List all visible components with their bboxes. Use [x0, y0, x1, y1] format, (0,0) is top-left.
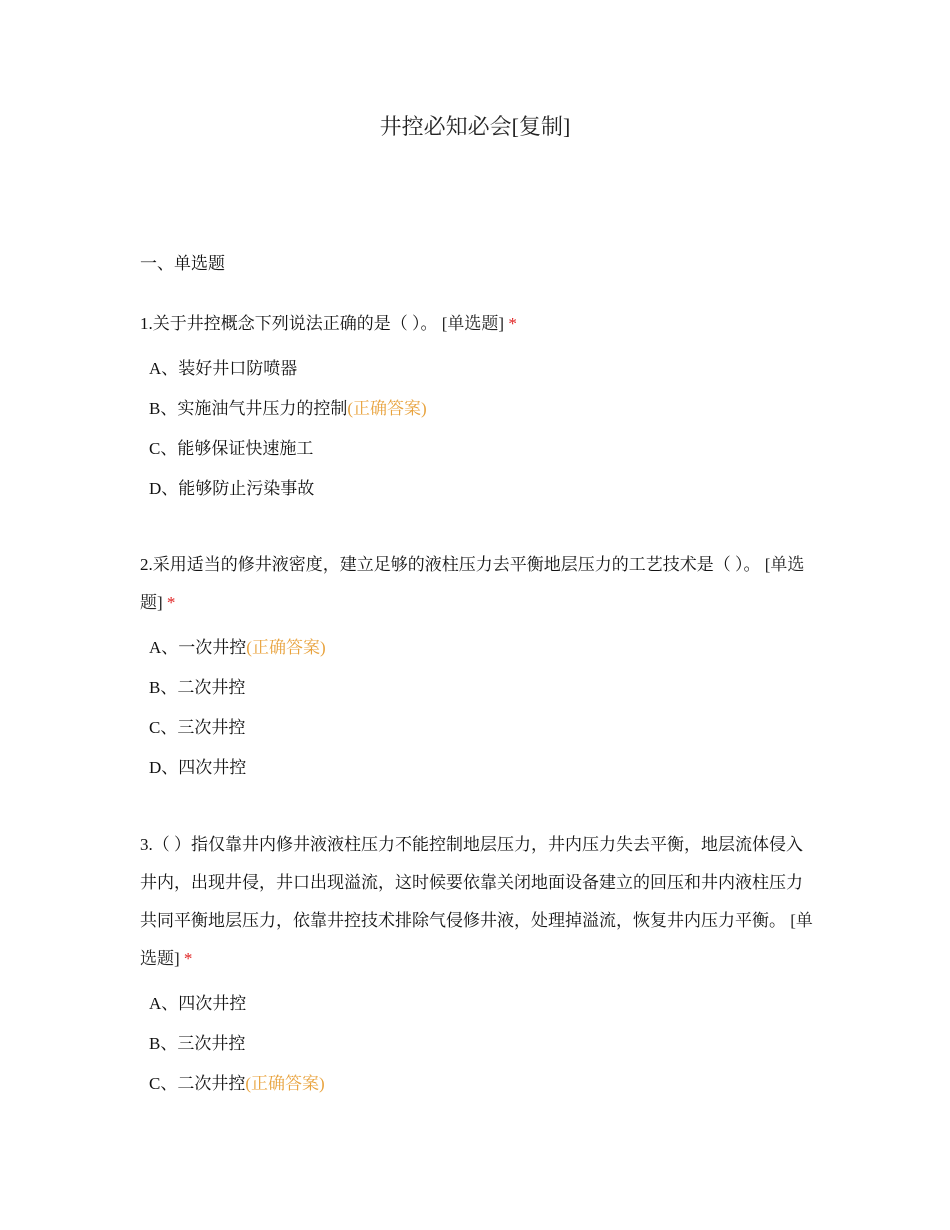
question-type-label: [单选题] [441, 314, 505, 333]
question-type-label: [单选题] [140, 911, 813, 968]
option-text: 能够保证快速施工 [177, 439, 314, 458]
question-number: 1. [140, 314, 153, 333]
option-a [140, 349, 815, 389]
option-text: 一次井控 [178, 638, 247, 657]
option-b [140, 1024, 815, 1064]
option-label: A、 [149, 359, 179, 378]
option-text: 四次井控 [178, 758, 247, 777]
option-text: 三次井控 [177, 718, 246, 737]
option-label: D、 [149, 479, 179, 498]
option-c [140, 429, 815, 469]
question-stem [140, 305, 815, 343]
question-2 [140, 546, 815, 788]
option-label: B、 [149, 678, 178, 697]
option-b [140, 389, 815, 429]
option-label: B、 [149, 1034, 178, 1053]
option-b [140, 668, 815, 708]
option-d [140, 469, 815, 509]
required-mark: * [166, 593, 176, 612]
question-3 [140, 826, 815, 1104]
correct-answer-tag: (正确答案) [246, 638, 326, 657]
question-number: 3. [140, 835, 153, 854]
option-label: A、 [149, 994, 179, 1013]
question-1 [140, 305, 815, 509]
option-text: 能够防止污染事故 [178, 479, 315, 498]
option-c [140, 708, 815, 748]
question-stem [140, 826, 815, 978]
question-number: 2. [140, 555, 153, 574]
correct-answer-tag: (正确答案) [245, 1074, 325, 1093]
option-label: C、 [149, 1074, 178, 1093]
option-label: B、 [149, 399, 178, 418]
option-text: 实施油气井压力的控制 [177, 399, 348, 418]
option-label: C、 [149, 718, 178, 737]
option-text: 二次井控 [177, 678, 246, 697]
correct-answer-tag: (正确答案) [347, 399, 427, 418]
option-text: 装好井口防喷器 [178, 359, 298, 378]
section-heading: 一、单选题 [140, 254, 225, 273]
option-text: 四次井控 [178, 994, 247, 1013]
option-text: 二次井控 [177, 1074, 246, 1093]
option-label: C、 [149, 439, 178, 458]
question-text: 关于井控概念下列说法正确的是（ ）。 [152, 314, 438, 333]
option-label: D、 [149, 758, 179, 777]
question-text: （ ）指仅靠井内修井液液柱压力不能控制地层压力，井内压力失去平衡，地层流体侵入井内，出现井侵，井口出现溢流，这时候要依靠关闭地面设备建立的回压和井内液柱压力共同平衡地层压力，依靠井控技术排除气侵修井液，处理掉溢流，恢复井内压力平衡。 [140, 835, 803, 930]
option-list [140, 984, 815, 1104]
option-list [140, 349, 815, 509]
question-text: 采用适当的修井液密度，建立足够的液柱压力去平衡地层压力的工艺技术是（ ）。 [152, 555, 761, 574]
question-stem [140, 546, 815, 622]
option-label: A、 [149, 638, 179, 657]
question-type-label: [单选题] [140, 555, 805, 612]
page-title: 井控必知必会[复制] [379, 114, 571, 139]
required-mark: * [508, 314, 517, 333]
option-a [140, 628, 815, 668]
option-a [140, 984, 815, 1024]
option-c [140, 1064, 815, 1104]
option-d [140, 748, 815, 788]
option-list [140, 628, 815, 788]
option-text: 三次井控 [177, 1034, 246, 1053]
required-mark: * [183, 949, 193, 968]
